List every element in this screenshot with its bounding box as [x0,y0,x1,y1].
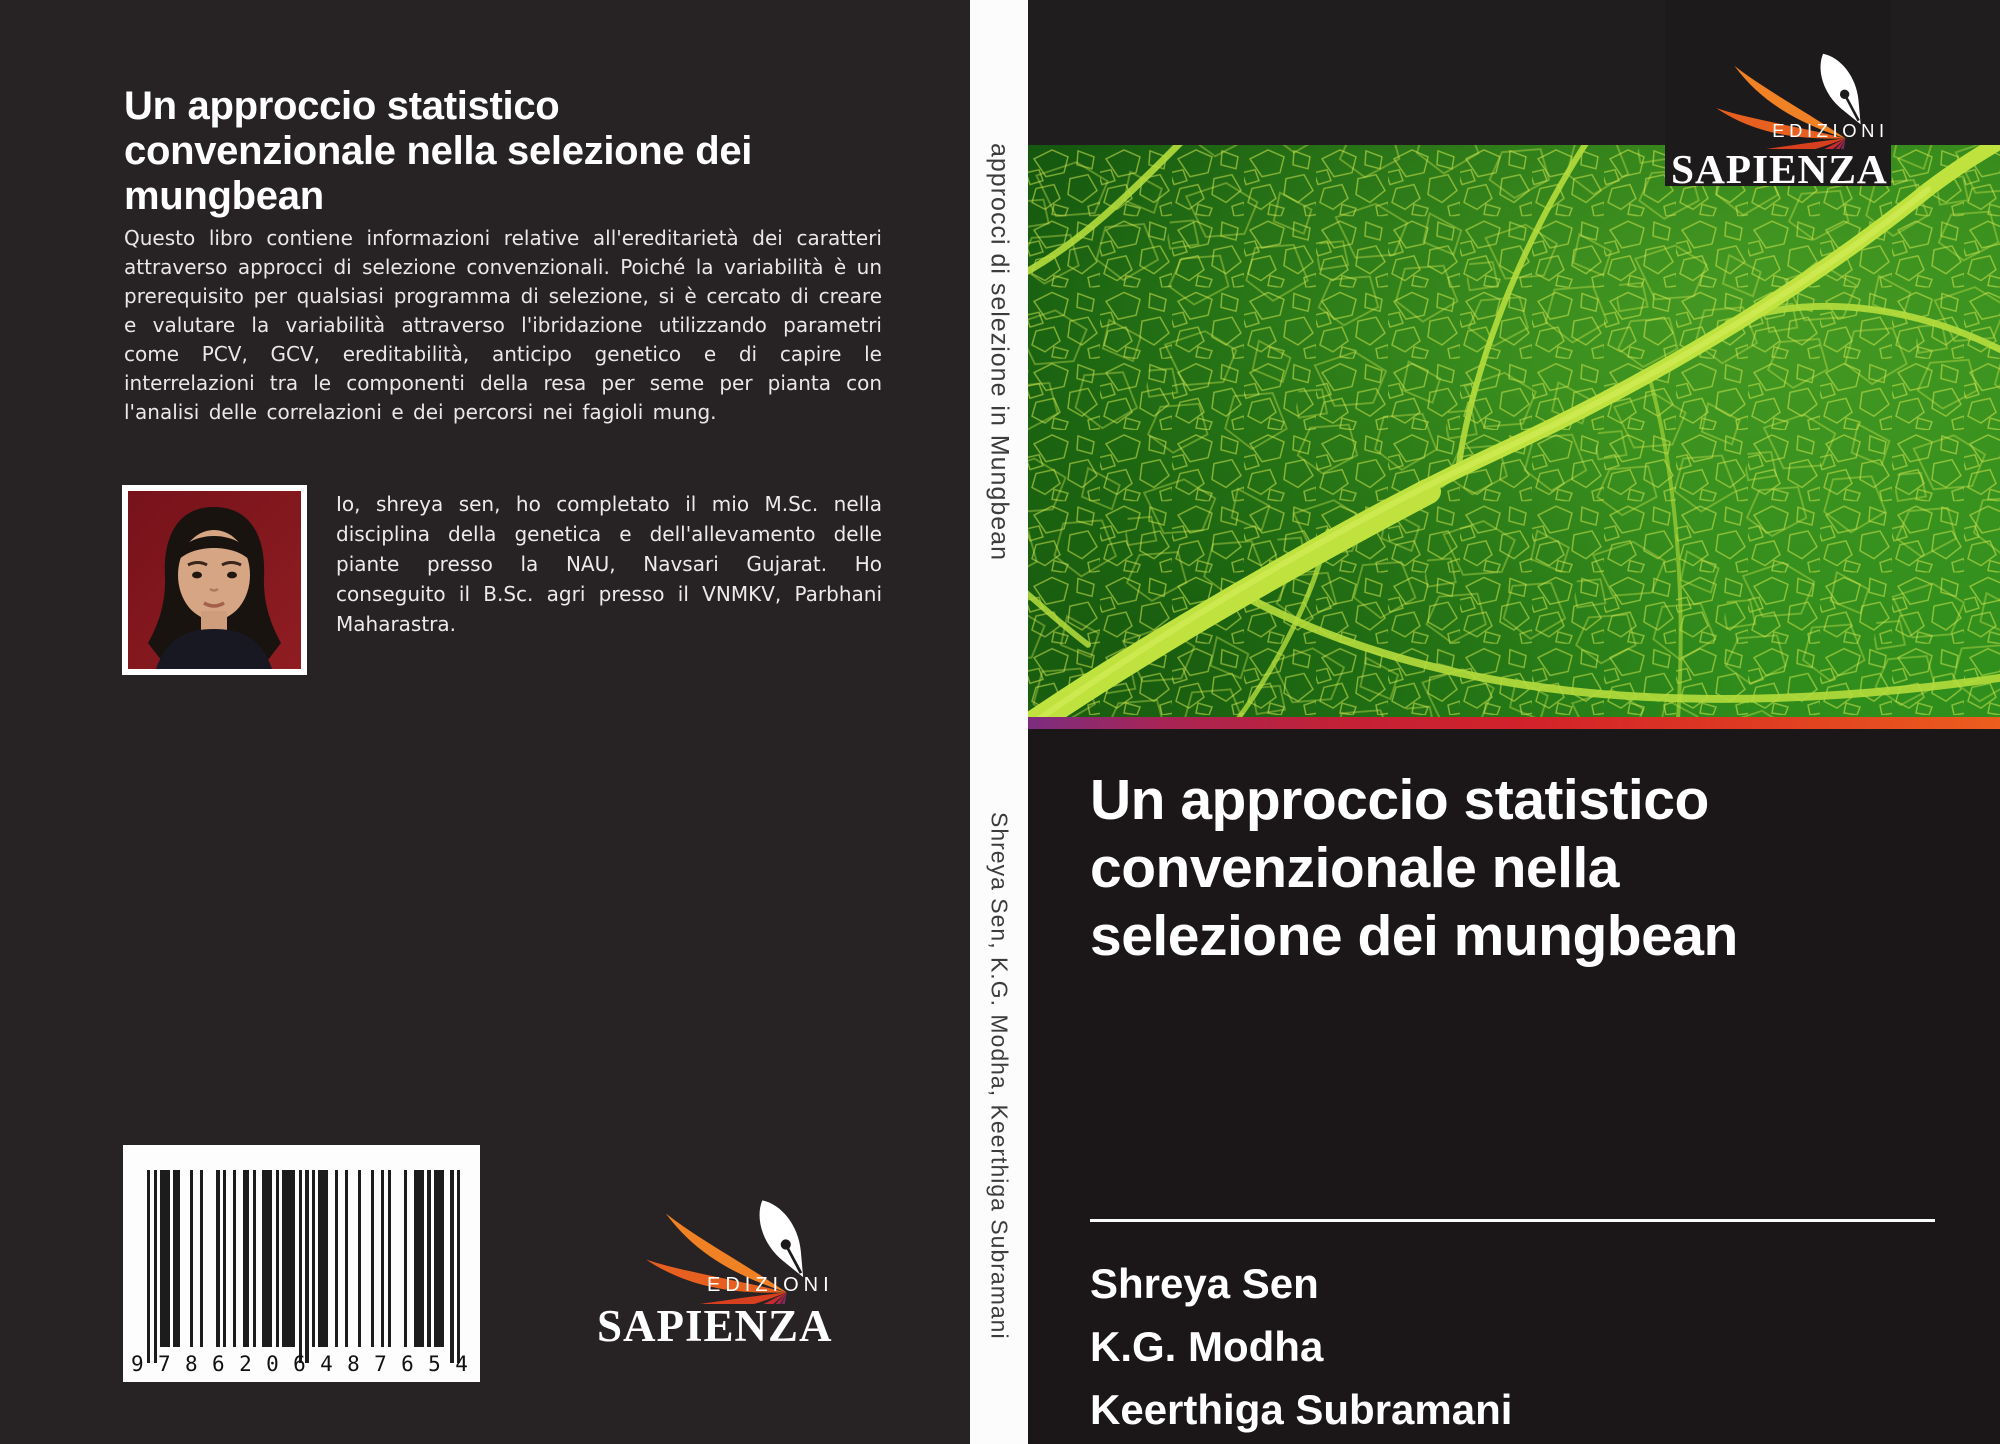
pen-nib-icon [749,1193,817,1284]
front-cover [1028,0,2000,1444]
barcode-bars [147,1170,461,1363]
author-portrait [128,491,301,669]
publisher-logo-back [597,1192,834,1360]
title-divider [1090,1219,1935,1222]
barcode [123,1145,480,1382]
front-title-line: convenzionale nella [1090,836,1619,900]
author-bio: Io, shreya sen, ho completato il mio M.Sc. nella disciplina della genetica e dell'allevamento delle piante presso la NAU, Navsari Gujarat. Ho conseguito il B.Sc. agri presso il VNMKV, Parbhani Maharastra. [336,492,882,636]
front-title [1090,766,1950,970]
publisher-name-edizioni: EDIZIONI [707,1274,834,1296]
author-name: Shreya Sen [1090,1260,1319,1307]
spine-authors: Shreya Sen, K.G. Modha, Keerthiga Subramani [986,812,1013,1340]
back-title [124,84,764,219]
spine [970,0,1028,1444]
leaf-image [1028,145,2000,717]
accent-gradient-strip [1028,717,2000,729]
spine-subtitle: approcci di selezione in Mungbean [985,143,1014,561]
publisher-name-edizioni: EDIZIONI [1772,121,1889,142]
front-title-line: Un approccio statistico [1090,768,1709,832]
publisher-logo-box [1665,0,1891,193]
back-cover [0,0,970,1444]
back-title-line: convenzionale nella selezione dei [124,129,753,173]
leaf-photo [1028,145,2000,717]
publisher-name-sapienza: SAPIENZA [1671,146,1888,193]
back-title-line: Un approccio statistico [124,84,560,128]
publisher-logo-front [1671,46,1889,201]
pen-nib-icon [1811,47,1874,131]
author-name: Keerthiga Subramani [1090,1386,1513,1433]
front-title-line: selezione dei mungbean [1090,904,1738,968]
back-description: Questo libro contiene informazioni relative all'ereditarietà dei caratteri attraverso approcci di selezione convenzionali. Poiché la variabilità è un prerequisito per qualsiasi programma di selezione, si è cercato di creare e valutare la variabilità attraverso l'ibridazione utilizzando parametri come PCV, GCV, ereditabilità, anticipo genetico e di capire le interrelazioni tra le componenti della resa per seme per pianta con l'analisi delle correlazioni e dei percorsi nei fagioli mung. [124,226,882,424]
author-name: K.G. Modha [1090,1323,1324,1370]
back-title-line: mungbean [124,174,324,218]
author-photo [122,485,307,675]
publisher-name-sapienza: SAPIENZA [597,1301,833,1351]
front-authors [1090,1252,1512,1441]
barcode-digits: 9 7 8 6 2 0 6 4 8 7 6 5 4 [131,1352,468,1376]
